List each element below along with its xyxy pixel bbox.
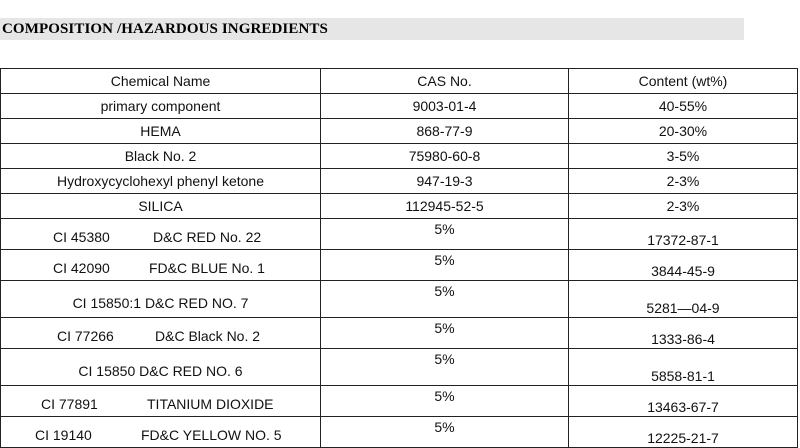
content-cell: 2-3% (569, 194, 798, 219)
table-row (1, 119, 798, 144)
content-cell: 1333-86-4 (569, 318, 798, 349)
chemical-name-cell (1, 417, 321, 448)
cas-cell: 75980-60-8 (321, 144, 569, 169)
chemical-name-cell (1, 386, 321, 417)
ci-number: CI 42090 (53, 260, 110, 276)
cas-cell: 5% (321, 281, 569, 318)
chemical-name-cell: primary component (1, 94, 321, 119)
chemical-name-cell: HEMA (1, 119, 321, 144)
chemical-name-cell: SILICA (1, 194, 321, 219)
table-row (1, 281, 798, 318)
cas-cell: 112945-52-5 (321, 194, 569, 219)
chemical-name-cell: CI 15850 D&C RED NO. 6 (1, 349, 321, 386)
cas-cell: 947-19-3 (321, 169, 569, 194)
chemical-name-cell: Hydroxycyclohexyl phenyl ketone (1, 169, 321, 194)
content-cell: 3844-45-9 (569, 250, 798, 281)
dye-name: D&C RED No. 22 (153, 229, 262, 245)
content-cell: 3-5% (569, 144, 798, 169)
content-cell: 5858-81-1 (569, 349, 798, 386)
cas-cell: 5% (321, 219, 569, 250)
table-row (1, 386, 798, 417)
dye-name: D&C Black No. 2 (155, 328, 261, 344)
cas-cell: 868-77-9 (321, 119, 569, 144)
chemical-name-cell: CI 15850:1 D&C RED NO. 7 (1, 281, 321, 318)
ci-number: CI 19140 (35, 427, 92, 443)
ci-number: CI 77266 (57, 328, 114, 344)
content-cell: 5281—04-9 (569, 281, 798, 318)
cas-cell: 9003-01-4 (321, 94, 569, 119)
content-cell: 40-55% (569, 94, 798, 119)
content-cell: 12225-21-7 (569, 417, 798, 448)
header-content: Content (wt%) (569, 69, 798, 94)
table-row (1, 144, 798, 169)
chemical-name-cell (1, 219, 321, 250)
content-cell: 13463-67-7 (569, 386, 798, 417)
dye-name: FD&C YELLOW NO. 5 (141, 427, 282, 443)
ci-number: CI 77891 (41, 396, 98, 412)
table-row (1, 194, 798, 219)
content-cell: 20-30% (569, 119, 798, 144)
chemical-name-cell: Black No. 2 (1, 144, 321, 169)
table-row (1, 250, 798, 281)
table-row (1, 94, 798, 119)
table-row (1, 349, 798, 386)
dye-name: FD&C BLUE No. 1 (149, 260, 265, 276)
table-row (1, 318, 798, 349)
table-row (1, 219, 798, 250)
table-row (1, 417, 798, 448)
content-cell: 17372-87-1 (569, 219, 798, 250)
cas-cell: 5% (321, 386, 569, 417)
composition-table (0, 68, 798, 448)
section-title: COMPOSITION /HAZARDOUS INGREDIENTS (2, 21, 328, 37)
table-header-row (1, 69, 798, 94)
cas-cell: 5% (321, 349, 569, 386)
content-cell: 2-3% (569, 169, 798, 194)
ci-number: CI 45380 (53, 229, 110, 245)
dye-name: TITANIUM DIOXIDE (147, 396, 274, 412)
chemical-name-cell (1, 318, 321, 349)
header-chemical-name: Chemical Name (1, 69, 321, 94)
table-row (1, 169, 798, 194)
cas-cell: 5% (321, 250, 569, 281)
chemical-name-cell (1, 250, 321, 281)
header-cas-no: CAS No. (321, 69, 569, 94)
cas-cell: 5% (321, 417, 569, 448)
section-header (0, 18, 744, 40)
cas-cell: 5% (321, 318, 569, 349)
